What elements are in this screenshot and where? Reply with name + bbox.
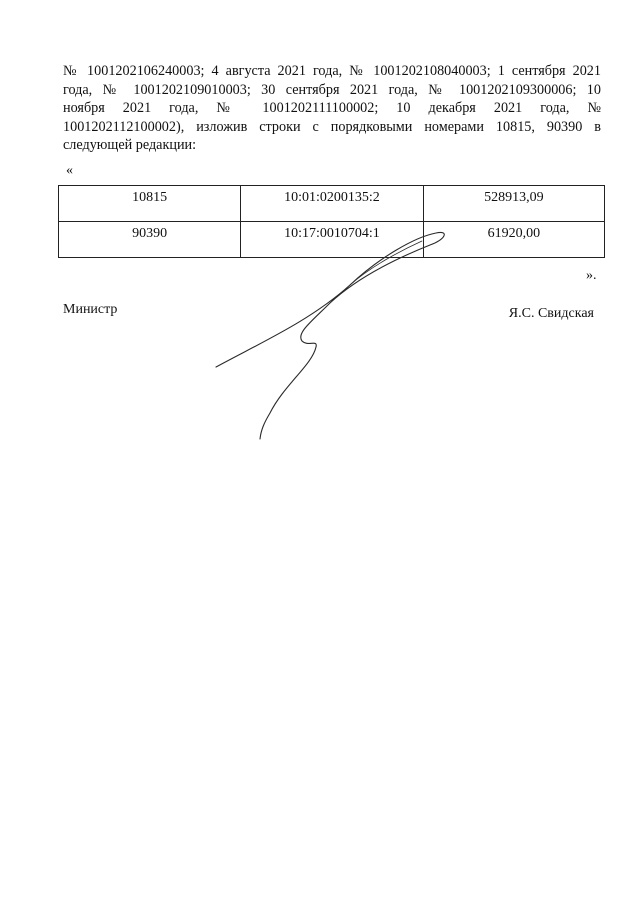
signer-role: Министр [63,302,118,317]
table-row [59,186,605,222]
table-cell-value: 61920,00 [423,222,604,258]
paragraph-line-1: № 1001202106240003; 4 августа 2021 года, № 1001202108040003; 1 сентября 2021 [63,63,601,79]
signer-name: Я.С. Свидская [508,306,594,321]
paragraph-line-4: 1001202112100002), изложив строки с порядковыми номерами 10815, 90390 в [63,118,601,135]
opening-quote: « [66,163,73,178]
table-cell-value: 528913,09 [423,186,604,222]
paragraph-line-3: ноября 2021 года, № 1001202111100002; 10 декабря 2021 года, № [63,100,601,116]
table-cell-number: 90390 [59,222,241,258]
table-cell-cadastral: 10:01:0200135:2 [241,186,424,222]
closing-quote: ». [586,268,597,283]
handwritten-signature-icon [200,225,460,445]
body-paragraph [63,62,601,155]
table-cell-number: 10815 [59,186,241,222]
table-cell-cadastral: 10:17:0010704:1 [241,222,424,258]
paragraph-line-5: следующей редакции: [63,137,197,153]
paragraph-line-2: года, № 1001202109010003; 30 сентября 2021 года, № 1001202109300006; 10 [63,81,601,98]
